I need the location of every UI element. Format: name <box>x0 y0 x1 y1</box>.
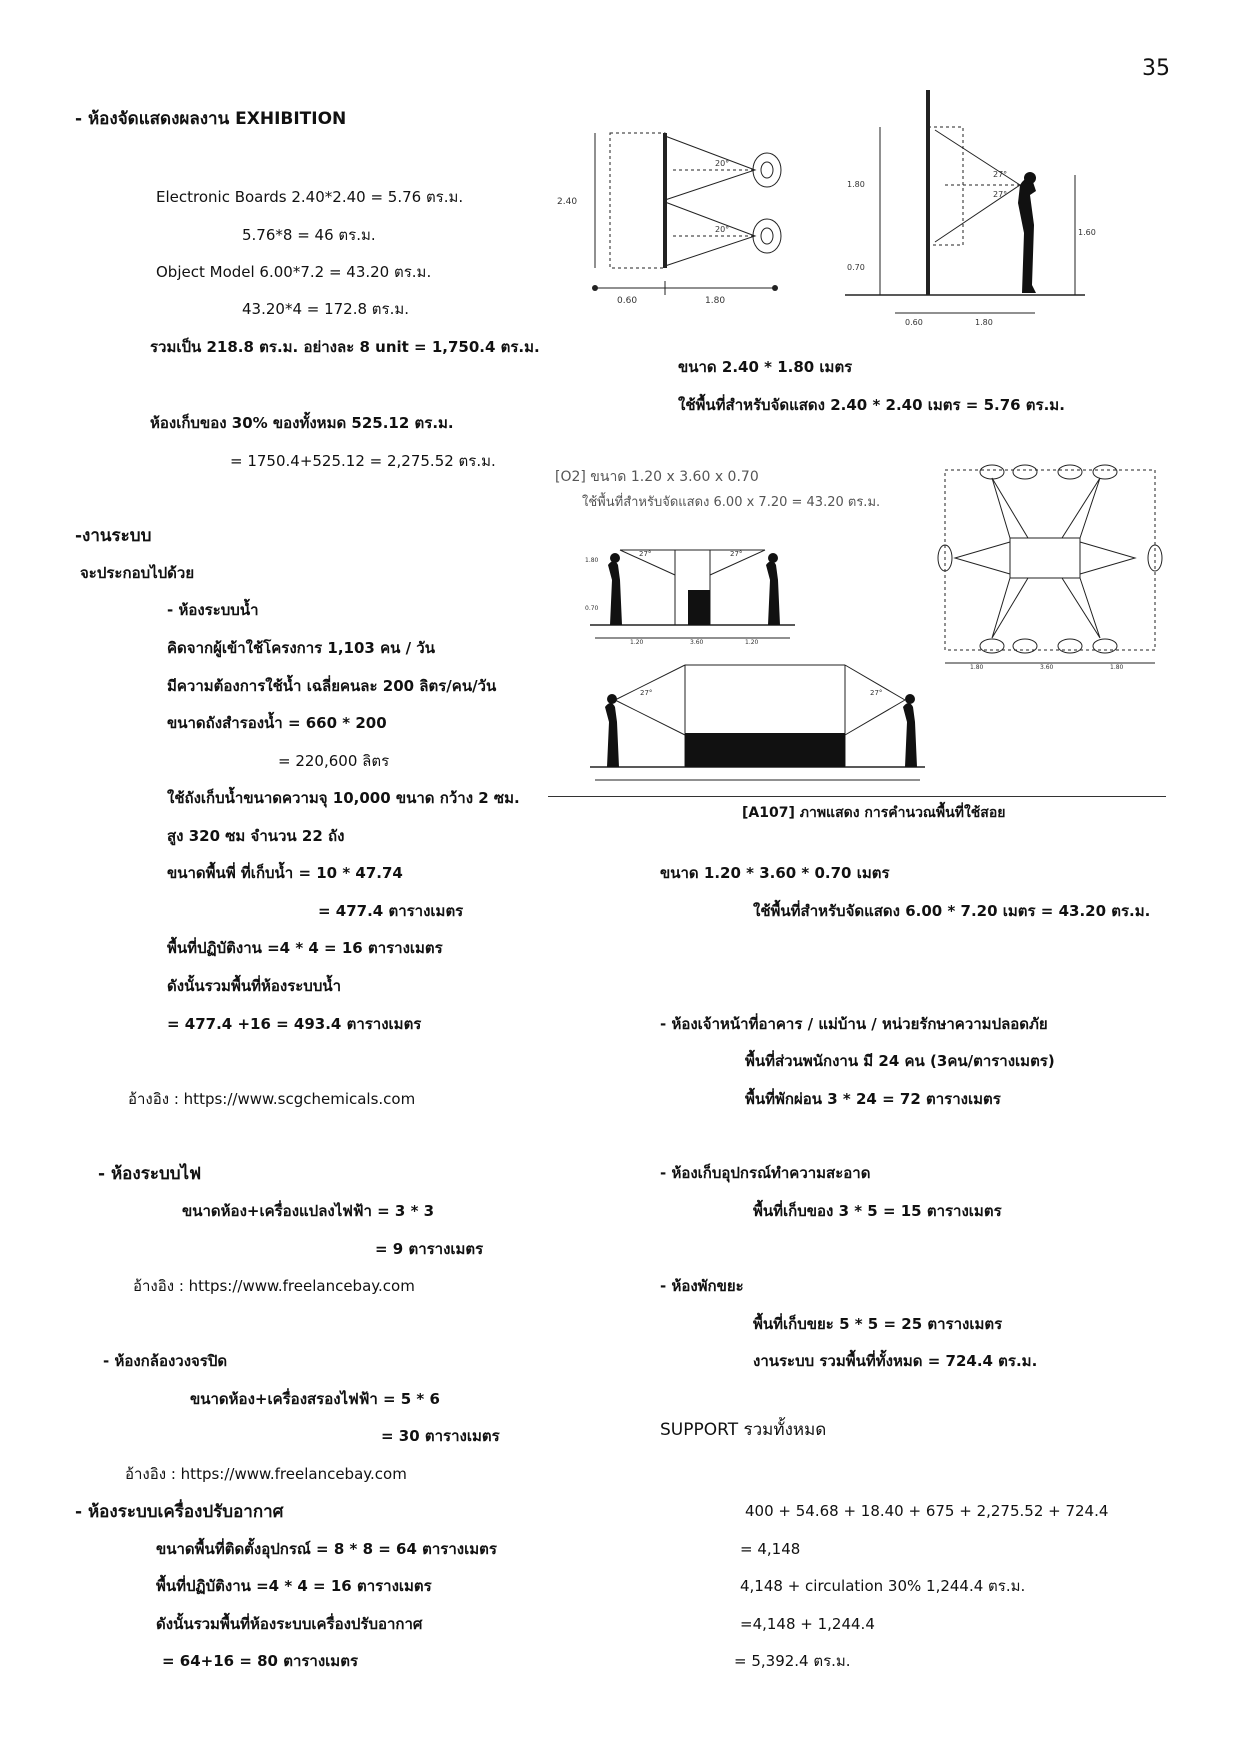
board-plan-diagram <box>555 118 795 308</box>
o2-small-dim-label: 3.60 <box>690 639 704 646</box>
systems-subtitle: จะประกอบไปด้วย <box>80 564 195 582</box>
board-elev-angle-label: 27° <box>993 170 1008 179</box>
o2-small-dim-label: 1.20 <box>745 639 759 646</box>
exhibition-line: ห้องเก็บของ 30% ของทั้งหมด 525.12 ตร.ม. <box>150 414 454 432</box>
garbage-title: - ห้องพักขยะ <box>660 1277 744 1295</box>
exhibition-line: Object Model 6.00*7.2 = 43.20 ตร.ม. <box>156 263 432 281</box>
garbage-line: งานระบบ รวมพื้นที่ทั้งหมด = 724.4 ตร.ม. <box>753 1352 1038 1370</box>
cctv-ref: อ้างอิง : https://www.freelancebay.com <box>125 1465 407 1483</box>
page-number: 35 <box>1142 56 1170 81</box>
support-line: = 4,148 <box>740 1540 801 1558</box>
electric-ref: อ้างอิง : https://www.freelancebay.com <box>133 1277 415 1295</box>
board-elev-height-label: 1.80 <box>847 180 865 189</box>
o2-plan-diagram <box>930 460 1170 670</box>
systems-title: -งานระบบ <box>75 526 152 546</box>
caption-divider <box>548 796 1166 797</box>
board-elev-width-label: 0.60 <box>905 318 923 327</box>
aircon-line: ขนาดพื้นที่ติดตั้งอุปกรณ์ = 8 * 8 = 64 ตารางเมตร <box>156 1540 497 1558</box>
board-elev-height-label: 1.60 <box>1078 228 1096 237</box>
electric-title: - ห้องระบบไฟ <box>98 1164 202 1184</box>
water-line: ขนาดถังสำรองน้ำ = 660 * 200 <box>167 714 387 732</box>
o2-plan-dim-label: 1.80 <box>970 664 984 671</box>
board-elevation-diagram <box>835 85 1096 330</box>
o2-diagram-header: [O2] ขนาด 1.20 x 3.60 x 0.70 <box>555 469 759 485</box>
cctv-line: ขนาดห้อง+เครื่องสรองไฟฟ้า = 5 * 6 <box>190 1390 440 1408</box>
water-line: พื้นที่ปฏิบัติงาน =4 * 4 = 16 ตารางเมตร <box>167 939 443 957</box>
water-line: คิดจากผู้เข้าใช้โครงการ 1,103 คน / วัน <box>167 639 435 657</box>
support-line: 400 + 54.68 + 18.40 + 675 + 2,275.52 + 724.4 <box>745 1502 1109 1520</box>
water-line: ดังนั้นรวมพื้นที่ห้องระบบน้ำ <box>167 977 342 995</box>
figure-caption: [A107] ภาพแสดง การคำนวณพื้นที่ใช้สอย <box>742 805 1006 821</box>
support-line: = 5,392.4 ตร.ม. <box>734 1652 851 1670</box>
cleaning-title: - ห้องเก็บอุปกรณ์ทำความสะอาด <box>660 1164 871 1182</box>
board-area-text: ใช้พื้นที่สำหรับจัดแสดง 2.40 * 2.40 เมตร = 5.76 ตร.ม. <box>678 396 1065 414</box>
o2-area-text: ใช้พื้นที่สำหรับจัดแสดง 6.00 * 7.20 เมตร = 43.20 ตร.ม. <box>753 902 1151 920</box>
board-plan-width-label: 1.80 <box>705 296 726 306</box>
board-plan-angle-label: 20° <box>715 225 730 234</box>
exhibition-line: 43.20*4 = 172.8 ตร.ม. <box>242 300 410 318</box>
o2-diagram-subheader: ใช้พื้นที่สำหรับจัดแสดง 6.00 x 7.20 = 43.20 ตร.ม. <box>582 495 881 510</box>
o2-plan-dim-label: 1.80 <box>1110 664 1124 671</box>
support-line: 4,148 + circulation 30% 1,244.4 ตร.ม. <box>740 1577 1026 1595</box>
o2-small-angle-label: 27° <box>639 550 652 558</box>
aircon-line: ดังนั้นรวมพื้นที่ห้องระบบเครื่องปรับอากาศ <box>156 1615 423 1633</box>
exhibition-line: รวมเป็น 218.8 ตร.ม. อย่างละ 8 unit = 1,750.4 ตร.ม. <box>150 338 540 356</box>
aircon-line: = 64+16 = 80 ตารางเมตร <box>162 1652 358 1670</box>
board-plan-height-label: 2.40 <box>557 197 578 207</box>
water-line: ใช้ถังเก็บน้ำขนาดความจุ 10,000 ขนาด กว้าง 2 ซม. <box>167 789 520 807</box>
exhibition-title: - ห้องจัดแสดงผลงาน EXHIBITION <box>75 109 347 129</box>
o2-small-angle-label: 27° <box>730 550 743 558</box>
garbage-line: พื้นที่เก็บขยะ 5 * 5 = 25 ตารางเมตร <box>753 1315 1003 1333</box>
exhibition-line: Electronic Boards 2.40*2.40 = 5.76 ตร.ม. <box>156 188 464 206</box>
cleaning-line: พื้นที่เก็บของ 3 * 5 = 15 ตารางเมตร <box>753 1202 1002 1220</box>
staff-line: พื้นที่ส่วนพนักงาน มี 24 คน (3คน/ตารางเมตร) <box>745 1052 1055 1070</box>
aircon-title: - ห้องระบบเครื่องปรับอากาศ <box>75 1502 284 1522</box>
water-title: - ห้องระบบน้ำ <box>167 601 259 619</box>
aircon-line: พื้นที่ปฏิบัติงาน =4 * 4 = 16 ตารางเมตร <box>156 1577 432 1595</box>
board-plan-width-label: 0.60 <box>617 296 638 306</box>
support-line: =4,148 + 1,244.4 <box>740 1615 875 1633</box>
o2-size-text: ขนาด 1.20 * 3.60 * 0.70 เมตร <box>660 864 890 882</box>
o2-small-elevation-diagram <box>585 520 800 645</box>
o2-plan-dim-label: 3.60 <box>1040 664 1054 671</box>
board-elev-angle-label: 27° <box>993 190 1008 199</box>
cctv-line: = 30 ตารางเมตร <box>381 1427 500 1445</box>
water-line: มีความต้องการใช้น้ำ เฉลี่ยคนละ 200 ลิตร/คน/วัน <box>167 677 497 695</box>
exhibition-line: = 1750.4+525.12 = 2,275.52 ตร.ม. <box>230 452 496 470</box>
o2-large-angle-label: 27° <box>640 689 653 697</box>
water-line: = 220,600 ลิตร <box>278 752 390 770</box>
o2-large-elevation-diagram <box>585 655 930 785</box>
water-line: = 477.4 ตารางเมตร <box>318 902 464 920</box>
water-line: สูง 320 ซม จำนวน 22 ถัง <box>167 827 345 845</box>
board-elev-height-label: 0.70 <box>847 263 865 272</box>
o2-small-dim-label: 1.20 <box>630 639 644 646</box>
o2-large-angle-label: 27° <box>870 689 883 697</box>
water-line: ขนาดพื้นพี่ ที่เก็บน้ำ = 10 * 47.74 <box>167 864 403 882</box>
staff-title: - ห้องเจ้าหน้าที่อาคาร / แม่บ้าน / หน่วยรักษาความปลอดภัย <box>660 1015 1048 1033</box>
water-ref: อ้างอิง : https://www.scgchemicals.com <box>128 1090 416 1108</box>
o2-small-dim-label: 1.80 <box>585 557 599 564</box>
electric-line: = 9 ตารางเมตร <box>375 1240 484 1258</box>
electric-line: ขนาดห้อง+เครื่องแปลงไฟฟ้า = 3 * 3 <box>182 1202 435 1220</box>
board-size-text: ขนาด 2.40 * 1.80 เมตร <box>678 358 853 376</box>
o2-small-dim-label: 0.70 <box>585 605 599 612</box>
water-line: = 477.4 +16 = 493.4 ตารางเมตร <box>167 1015 422 1033</box>
staff-line: พื้นที่พักผ่อน 3 * 24 = 72 ตารางเมตร <box>745 1090 1001 1108</box>
support-title: SUPPORT รวมทั้งหมด <box>660 1420 827 1440</box>
cctv-title: - ห้องกล้องวงจรปิด <box>103 1352 228 1370</box>
board-plan-angle-label: 20° <box>715 159 730 168</box>
board-elev-width-label: 1.80 <box>975 318 993 327</box>
exhibition-line: 5.76*8 = 46 ตร.ม. <box>242 226 376 244</box>
